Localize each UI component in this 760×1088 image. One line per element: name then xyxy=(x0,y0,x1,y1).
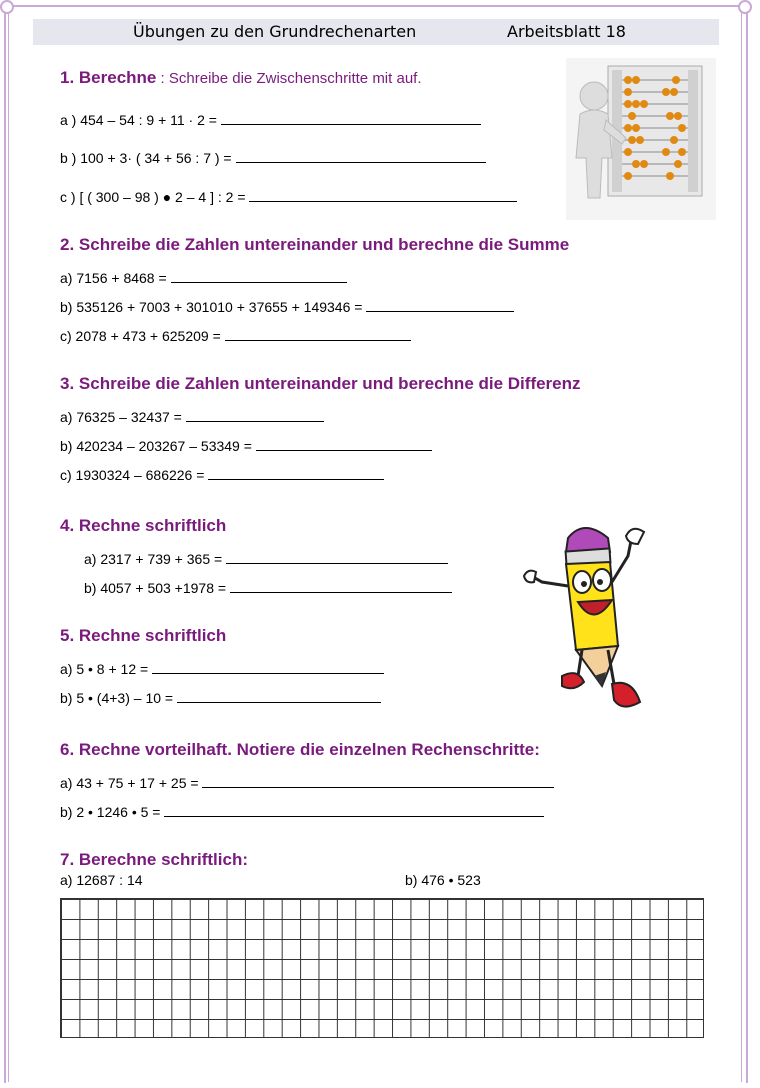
answer-line[interactable] xyxy=(208,465,384,480)
task-6a: a) 43 + 75 + 17 + 25 = xyxy=(60,773,554,791)
task-2c: c) 2078 + 473 + 625209 = xyxy=(60,326,411,344)
answer-line[interactable] xyxy=(164,802,544,817)
answer-line[interactable] xyxy=(249,187,517,202)
section-7-title: 7. Berechne schriftlich: xyxy=(60,850,249,869)
section-6-title: 6. Rechne vorteilhaft. Notiere die einzelnen Rechenschritte: xyxy=(60,740,540,759)
answer-line[interactable] xyxy=(225,326,411,341)
worksheet-title: Übungen zu den Grundrechenarten xyxy=(133,22,417,41)
task-1a: a ) 454 – 54 : 9 + 11 · 2 = xyxy=(60,110,481,128)
abacus-figure-illustration xyxy=(566,58,716,220)
task-7b: b) 476 • 523 xyxy=(405,872,481,888)
task-4a: a) 2317 + 739 + 365 = xyxy=(84,549,448,567)
task-3c: c) 1930324 – 686226 = xyxy=(60,465,384,483)
task-4b: b) 4057 + 503 +1978 = xyxy=(84,578,452,596)
section-3-title: 3. Schreibe die Zahlen untereinander und berechne die Differenz xyxy=(60,374,581,393)
task-5b: b) 5 • (4+3) – 10 = xyxy=(60,688,381,706)
worksheet-number: Arbeitsblatt 18 xyxy=(507,22,626,41)
answer-line[interactable] xyxy=(186,407,324,422)
calculation-grid[interactable] xyxy=(60,898,704,1038)
answer-line[interactable] xyxy=(366,297,514,312)
section-2-title: 2. Schreibe die Zahlen untereinander und berechne die Summe xyxy=(60,235,570,254)
task-1c: c ) [ ( 300 – 98 ) ● 2 – 4 ] : 2 = xyxy=(60,187,517,205)
frame-corner-ornament xyxy=(0,0,14,14)
section-4-title: 4. Rechne schriftlich xyxy=(60,516,227,535)
frame-corner-ornament xyxy=(738,0,752,14)
answer-line[interactable] xyxy=(171,268,347,283)
task-3a: a) 76325 – 32437 = xyxy=(60,407,324,425)
answer-line[interactable] xyxy=(202,773,554,788)
answer-line[interactable] xyxy=(236,148,486,163)
task-2a: a) 7156 + 8468 = xyxy=(60,268,347,286)
task-3b: b) 420234 – 203267 – 53349 = xyxy=(60,436,432,454)
answer-line[interactable] xyxy=(177,688,381,703)
answer-line[interactable] xyxy=(230,578,452,593)
answer-line[interactable] xyxy=(256,436,432,451)
answer-line[interactable] xyxy=(152,659,384,674)
section-5-title: 5. Rechne schriftlich xyxy=(60,626,227,645)
answer-line[interactable] xyxy=(226,549,448,564)
answer-line[interactable] xyxy=(221,110,481,125)
task-7a: a) 12687 : 14 xyxy=(60,872,143,888)
worksheet-header xyxy=(33,19,719,45)
pencil-character-illustration xyxy=(522,516,652,716)
task-6b: b) 2 • 1246 • 5 = xyxy=(60,802,544,820)
section-1-title: 1. Berechne : Schreibe die Zwischenschritte mit auf. xyxy=(60,68,422,87)
task-1b: b ) 100 + 3· ( 34 + 56 : 7 ) = xyxy=(60,148,486,166)
section-1-subtitle: : Schreibe die Zwischenschritte mit auf. xyxy=(156,70,422,87)
task-2b: b) 535126 + 7003 + 301010 + 37655 + 149346 = xyxy=(60,297,514,315)
task-5a: a) 5 • 8 + 12 = xyxy=(60,659,384,677)
